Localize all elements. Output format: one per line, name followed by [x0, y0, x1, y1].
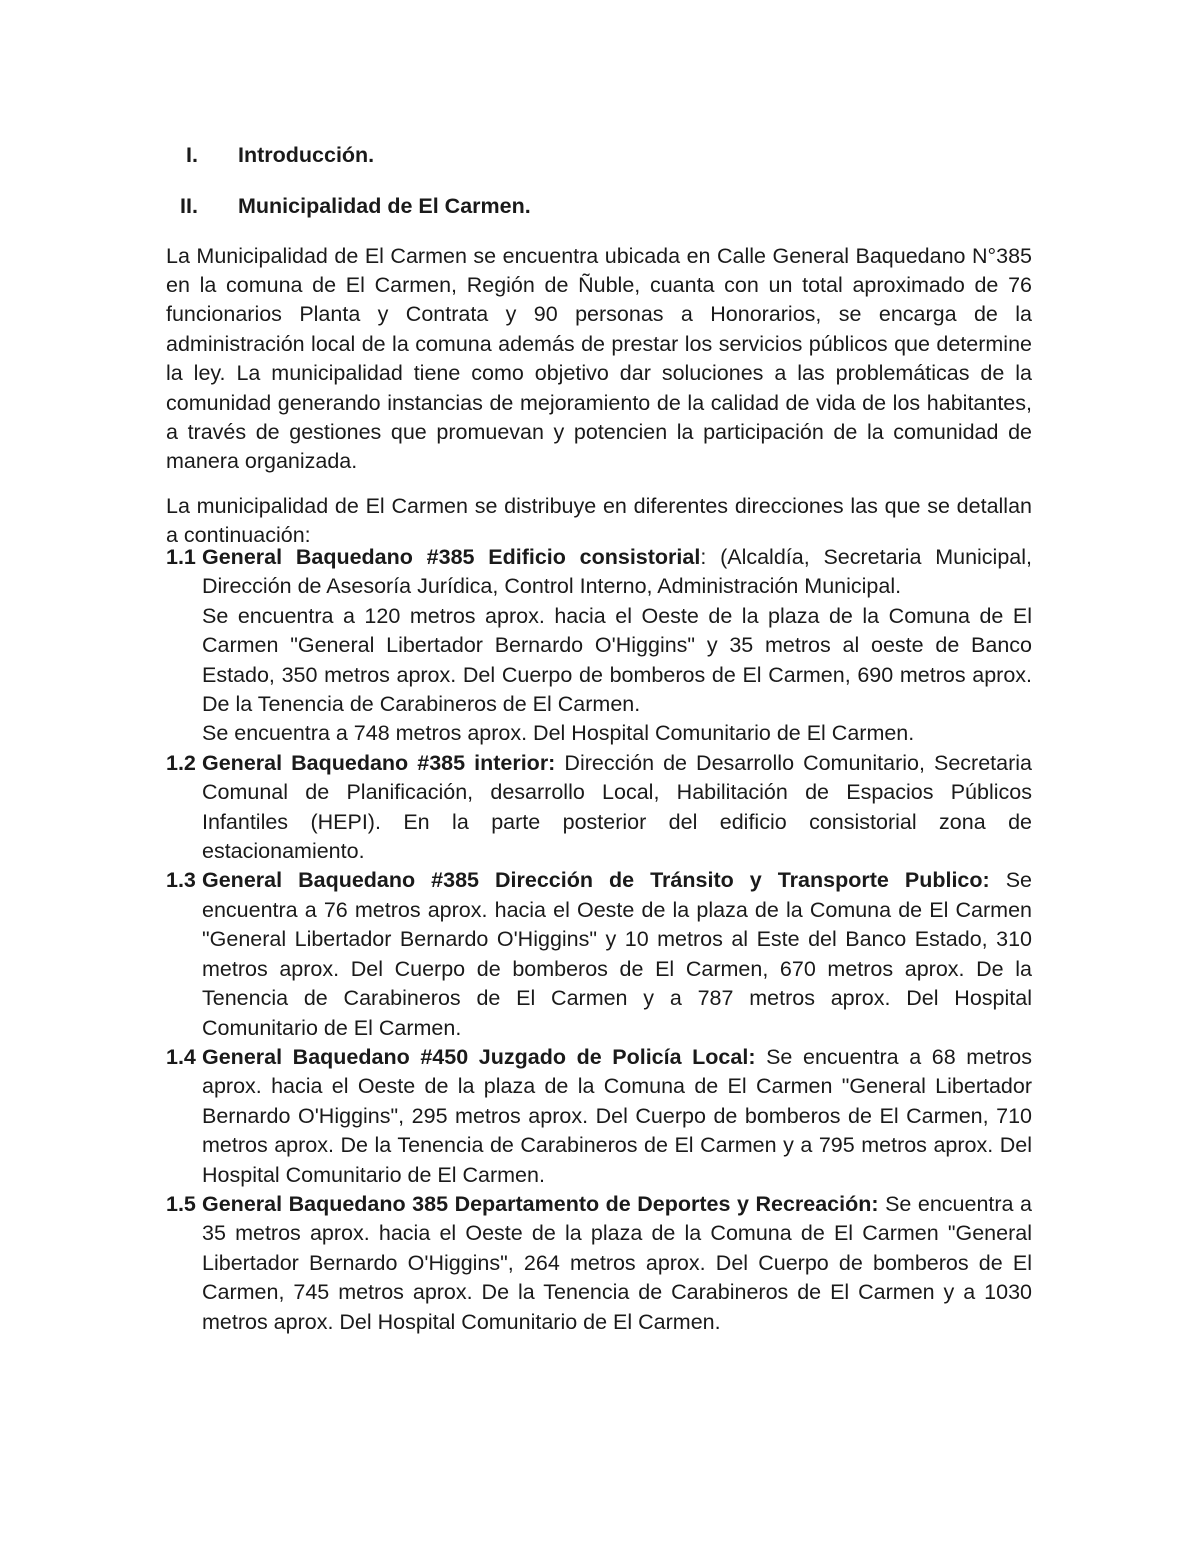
- list-item-number: 1.5: [166, 1191, 196, 1216]
- directions-intro-paragraph: La municipalidad de El Carmen se distribuye en diferentes direcciones las que se detallan a continuación:: [166, 493, 1032, 547]
- list-item-body: Se encuentra a 68 metros aprox. hacia el Oeste de la plaza de la Comuna de El Carmen "General Libertador Bernardo O'Higgins", 295 metros aprox. Del Cuerpo de bomberos de El Carmen, 710 metros aprox. De la Tenencia de Carabineros de El Carmen y a 795 metros aprox. Del Hospital Comunitario de El Carmen.: [202, 1044, 1032, 1187]
- list-item-title: General Baquedano #385 Dirección de Tránsito y Transporte Publico:: [202, 868, 990, 893]
- section-heading-municipalidad: [180, 191, 680, 221]
- section-number: I.: [186, 143, 198, 167]
- list-item-number: 1.2: [166, 750, 196, 775]
- list-item-number: 1.3: [166, 868, 196, 893]
- section-title: Introducción.: [238, 143, 375, 167]
- list-item: [166, 866, 1032, 1042]
- list-item-body: Se encuentra a 76 metros aprox. hacia el Oeste de la plaza de la Comuna de El Carmen "General Libertador Bernardo O'Higgins" y 10 metros al Este del Banco Estado, 310 metros aprox. Del Cuerpo de bomberos de El Carmen, 670 metros aprox. De la Tenencia de Carabineros de El Carmen y a 787 metros aprox. Del Hospital Comunitario de El Carmen.: [202, 868, 1032, 1040]
- list-item-body: Se encuentra a 35 metros aprox. hacia el Oeste de la plaza de la Comuna de El Carmen "General Libertador Bernardo O'Higgins", 264 metros aprox. Del Cuerpo de bomberos de El Carmen, 745 metros aprox. De la Tenencia de Carabineros de El Carmen y a 1030 metros aprox. Del Hospital Comunitario de El Carmen.: [202, 1191, 1032, 1334]
- list-item: [166, 1190, 1032, 1337]
- list-item-number: 1.4: [166, 1044, 196, 1069]
- list-item-extra: Se encuentra a 748 metros aprox. Del Hospital Comunitario de El Carmen.: [202, 721, 915, 746]
- list-item-body: Dirección de Desarrollo Comunitario, Secretaria Comunal de Planificación, desarrollo Local, Habilitación de Espacios Públicos Infantiles (HEPI). En la parte posterior del edificio consistorial zona de estacionamiento.: [202, 750, 1033, 864]
- directions-list: [166, 543, 1032, 1337]
- list-item: [166, 749, 1032, 867]
- section-heading-introduccion: [186, 140, 686, 170]
- list-item: [166, 543, 1032, 749]
- list-item: [166, 1043, 1032, 1190]
- list-item-title: General Baquedano #385 Edificio consistorial: [202, 545, 701, 569]
- list-item-extra: Se encuentra a 120 metros aprox. hacia el Oeste de la plaza de la Comuna de El Carmen "General Libertador Bernardo O'Higgins" y 35 metros al oeste de Banco Estado, 350 metros aprox. Del Cuerpo de bomberos de El Carmen, 690 metros aprox. De la Tenencia de Carabineros de El Carmen.: [202, 603, 1032, 717]
- intro-paragraph: La Municipalidad de El Carmen se encuentra ubicada en Calle General Baquedano N°385 en la comuna de El Carmen, Región de Ñuble, cuanta con un total aproximado de 76 funcionarios Planta y Contrata y 90 personas a Honorarios, se encarga de la administración local de la comuna además de prestar los servicios públicos que determine la ley. La municipalidad tiene como objetivo dar soluciones a las problemáticas de la comunidad generando instancias de mejoramiento de la calidad de vida de los habitantes, a través de gestiones que promuevan y potencien la participación de la comunidad de manera organizada.: [166, 243, 1032, 474]
- section-title: Municipalidad de El Carmen.: [238, 194, 531, 218]
- list-item-title: General Baquedano #385 interior:: [202, 750, 556, 775]
- list-item-title: General Baquedano #450 Juzgado de Policía Local:: [202, 1044, 756, 1069]
- list-item-body: : (Alcaldía, Secretaria Municipal, Dirección de Asesoría Jurídica, Control Interno, Administración Municipal.: [202, 545, 1032, 599]
- list-item-number: 1.1: [166, 545, 196, 569]
- section-number: II.: [180, 194, 198, 218]
- list-item-title: General Baquedano 385 Departamento de Deportes y Recreación:: [202, 1191, 879, 1216]
